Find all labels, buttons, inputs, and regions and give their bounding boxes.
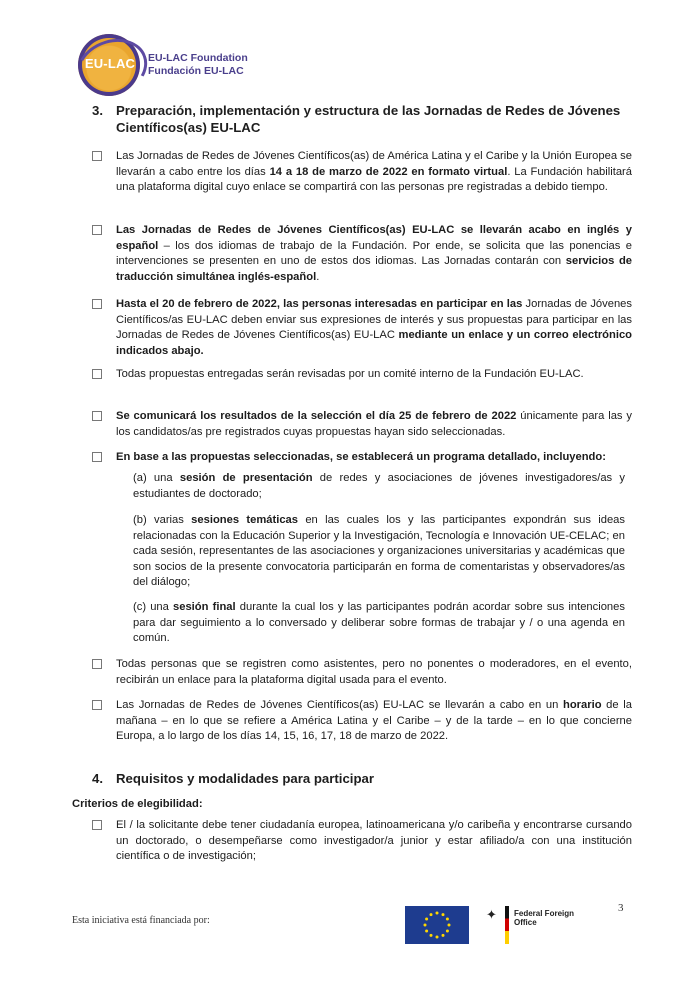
funded-by-text: Esta iniciativa está financiada por: xyxy=(72,915,210,926)
list-item: Se comunicará los resultados de la selección el día 25 de febrero de 2022 únicamente para las y los candidatos/as pre registrados cuyas propuestas hayan sido seleccionadas. xyxy=(92,409,632,440)
eagle-icon: ✦ xyxy=(486,907,497,922)
checkbox-bullet-icon xyxy=(92,700,102,710)
checkbox-bullet-icon xyxy=(92,452,102,462)
list-item: Las Jornadas de Redes de Jóvenes Científicos(as) EU-LAC se llevarán a cabo en un horario de la mañana – en lo que se refiere a América Latina y el Caribe – y de la tarde – en lo que concierne Europa, a lo largo de los días 14, 15, 16, 17, 18 de marzo de 2022. xyxy=(92,698,632,745)
logo-text: EU-LAC xyxy=(84,56,136,71)
list-item: El / la solicitante debe tener ciudadanía europea, latinoamericana y/o caribeña y encontrarse cursando un doctorado, o desempeñarse como investigador/a junior y estar afiliado/a con una institución científica o de investigación; xyxy=(92,818,632,865)
section-3-number: 3. xyxy=(92,103,103,118)
page-number: 3 xyxy=(618,902,624,914)
section-4-number: 4. xyxy=(92,771,103,786)
checkbox-bullet-icon xyxy=(92,151,102,161)
list-item: Todas propuestas entregadas serán revisadas por un comité interno de la Fundación EU-LAC. xyxy=(92,367,632,383)
header xyxy=(78,34,378,98)
eu-flag-icon xyxy=(405,906,469,944)
checkbox-bullet-icon xyxy=(92,369,102,379)
list-item: Hasta el 20 de febrero de 2022, las personas interesadas en participar en las Jornadas de Jóvenes Científicos/as EU-LAC deben enviar sus expresiones de interés y sus propuestas para participar en las Jornadas de Redes de Jóvenes Científicos(as) EU-LAC mediante un enlace y un correo electrónico indicados abajo. xyxy=(92,297,632,359)
sub-item-a: (a) una sesión de presentación de redes y asociaciones de jóvenes investigadores/as y estudiantes de doctorado; xyxy=(133,472,625,500)
list-item: Todas personas que se registren como asistentes, pero no ponentes o moderadores, en el evento, recibirán un enlace para la plataforma digital usada para el evento. xyxy=(92,657,632,688)
federal-foreign-office-logo xyxy=(486,906,596,946)
checkbox-bullet-icon xyxy=(92,820,102,830)
org-name-en: EU-LAC Foundation xyxy=(148,52,248,64)
checkbox-bullet-icon xyxy=(92,299,102,309)
list-item: Las Jornadas de Redes de Jóvenes Científicos(as) de América Latina y el Caribe y la Unión Europea se llevarán a cabo entre los días 14 a 18 de marzo de 2022 en formato virtual. La Fundación habilitará una plataforma digital cuyo enlace se compartirá con las personas pre registradas a debido tiempo. xyxy=(92,149,632,196)
org-name-es: Fundación EU-LAC xyxy=(148,65,244,77)
list-item: En base a las propuestas seleccionadas, se establecerá un programa detallado, incluyendo: xyxy=(92,450,632,466)
checkbox-bullet-icon xyxy=(92,659,102,669)
sub-item-c: (c) una sesión final durante la cual los y las participantes podrán acordar sobre sus intenciones para dar seguimiento a lo conversado y deliberar sobre formas de trabajar y / o una agenda en común. xyxy=(133,601,625,645)
section-3-title: Preparación, implementación y estructura de las Jornadas de Redes de Jóvenes Científicos(as) EU-LAC xyxy=(116,103,621,135)
list-item: Las Jornadas de Redes de Jóvenes Científicos(as) EU-LAC se llevarán acabo en inglés y español – los dos idiomas de trabajo de la Fundación. Por ende, se solicita que las ponencias e intervenciones se presenten en uno de estos dos idiomas. Las Jornadas contarán con servicios de traducción simultánea inglés-español. xyxy=(92,223,632,285)
checkbox-bullet-icon xyxy=(92,411,102,421)
eu-lac-logo xyxy=(78,34,140,96)
checkbox-bullet-icon xyxy=(92,225,102,235)
sub-item-b: (b) varias sesiones temáticas en las cuales los y las participantes expondrán sus ideas relacionadas con la Educación Superior y la Investigación, Tecnología e Innovación UE-CELAC; en cada sesión, representantes de las asociaciones y organizaciones universitarias y académicas que son socios de la presente convocatoria participarán en forma de comentaristas y observadores/as del diálogo; xyxy=(133,514,625,589)
german-flag-bars xyxy=(505,906,509,944)
org-name xyxy=(148,52,248,78)
ffo-label: Federal Foreign Office xyxy=(514,909,575,927)
section-4-title: Requisitos y modalidades para participar xyxy=(116,771,374,786)
criteria-heading: Criterios de elegibilidad: xyxy=(72,798,203,810)
